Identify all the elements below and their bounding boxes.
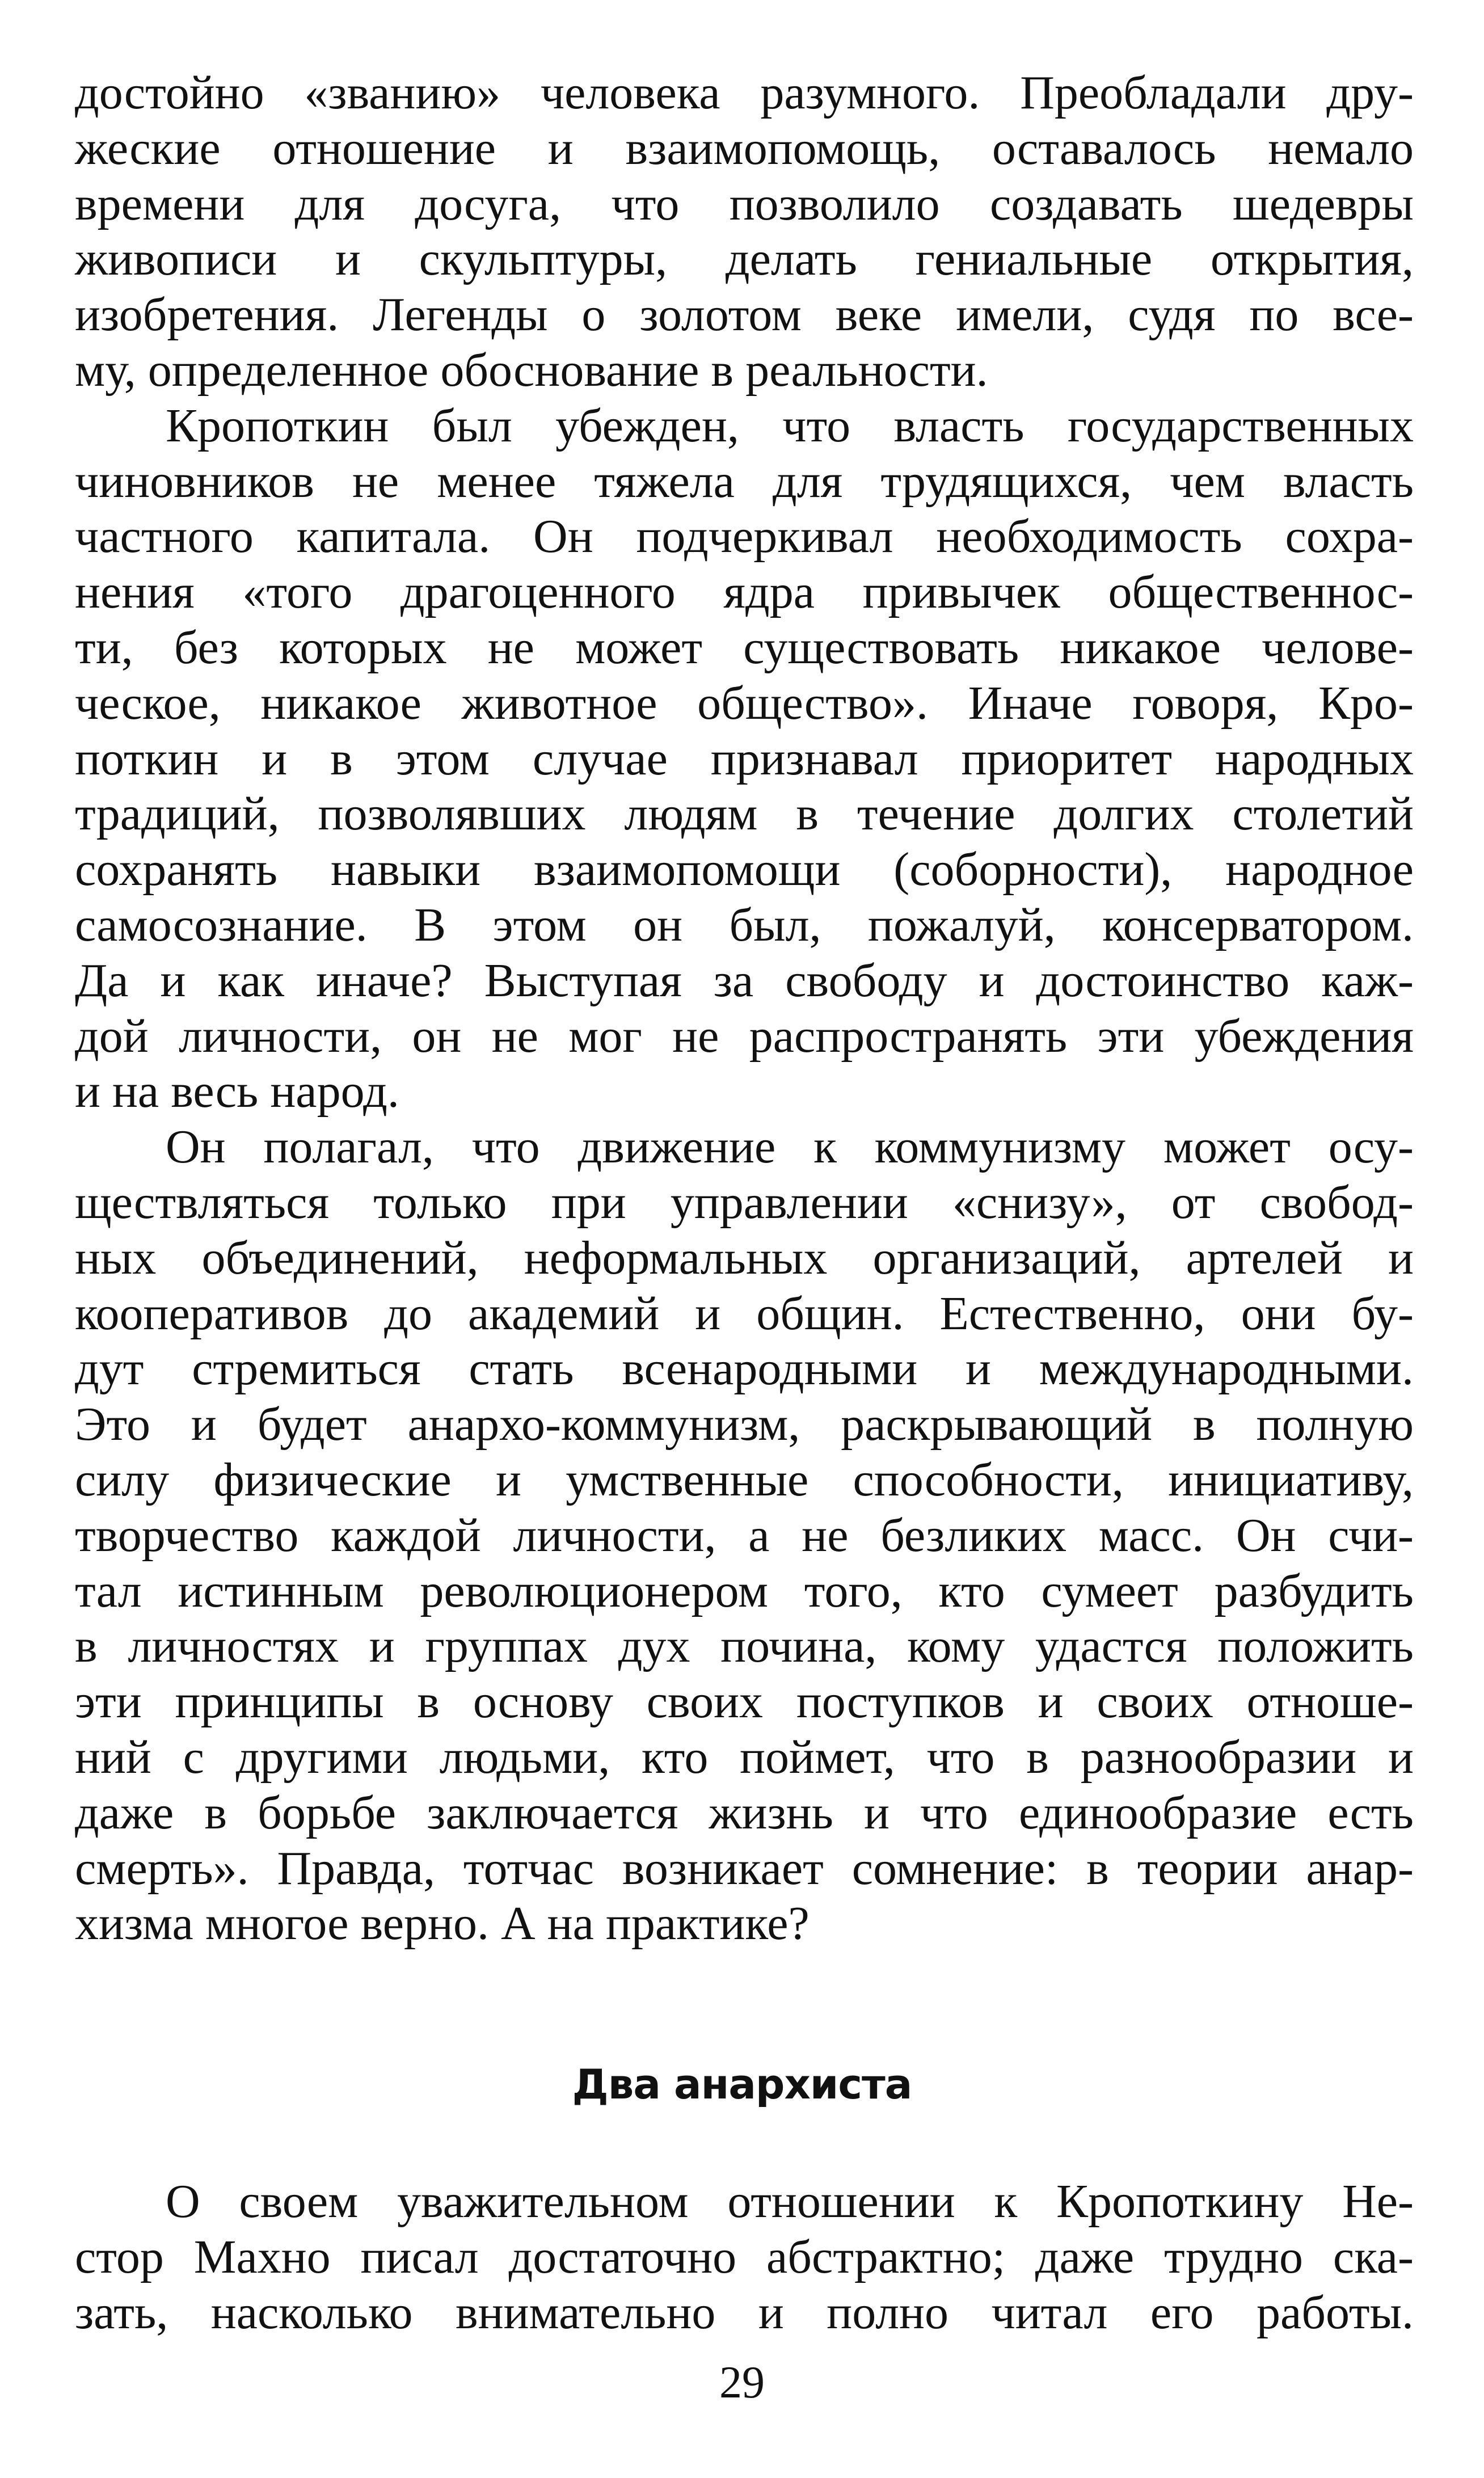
text-line: творчество каждой личности, а не безликих масс. Он счи-: [75, 1508, 1414, 1562]
text-line: нения «того драгоценного ядра привычек общественнос-: [75, 566, 1414, 619]
text-line: частного капитала. Он подчеркивал необходимость сохра-: [75, 510, 1414, 563]
section-heading: Два анархиста: [572, 2060, 912, 2108]
text-line: чиновников не менее тяжела для трудящихся, чем власть: [75, 454, 1414, 508]
text-line: даже в борьбе заключается жизнь и что единообразие есть: [75, 1786, 1414, 1839]
text-line: времени для досуга, что позволило создавать шедевры: [75, 177, 1414, 230]
text-line: Это и будет анархо-коммунизм, раскрывающий в полную: [75, 1398, 1414, 1451]
page-number: 29: [719, 2358, 765, 2408]
text-line: традиций, позволявших людям в течение долгих столетий: [75, 787, 1414, 841]
text-line: хизма многое верно. А на практике?: [75, 1897, 810, 1950]
text-line: тал истинным революционером того, кто сумеет разбудить: [75, 1564, 1414, 1617]
text-line: ти, без которых не может существовать никакое челове-: [75, 621, 1414, 674]
text-line: дой личности, он не мог не распространять эти убеждения: [75, 1009, 1414, 1063]
text-line: ческое, никакое животное общество». Иначе говоря, Кро-: [75, 676, 1414, 730]
text-line: жеские отношение и взаимопомощь, оставалось немало: [75, 121, 1414, 175]
text-line: в личностях и группах дух почина, кому удастся положить: [75, 1620, 1414, 1673]
text-line: смерть». Правда, тотчас возникает сомнение: в теории анар-: [75, 1841, 1414, 1895]
text-line: стор Махно писал достаточно абстрактно; даже трудно ска-: [75, 2230, 1414, 2283]
text-line: самосознание. В этом он был, пожалуй, консерватором.: [75, 898, 1414, 951]
text-line: живописи и скульптуры, делать гениальные открытия,: [75, 233, 1414, 286]
text-line: Да и как иначе? Выступая за свободу и достоинство каж-: [75, 954, 1414, 1007]
text-line: ний с другими людьми, кто поймет, что в разнообразии и: [75, 1730, 1414, 1784]
text-line: Кропоткин был убежден, что власть государственных: [166, 399, 1414, 452]
text-line: сохранять навыки взаимопомощи (соборности), народное: [75, 843, 1414, 896]
text-line: поткин и в этом случае признавал приоритет народных: [75, 732, 1414, 785]
text-line: ных объединений, неформальных организаций, артелей и: [75, 1231, 1414, 1284]
text-line: изобретения. Легенды о золотом веке имели, судя по все-: [75, 288, 1414, 342]
text-line: му, определенное обоснование в реальности.: [75, 343, 988, 397]
text-line: ществляться только при управлении «снизу», от свобод-: [75, 1175, 1414, 1229]
text-line: О своем уважительном отношении к Кропоткину Не-: [166, 2175, 1414, 2228]
text-line: кооперативов до академий и общин. Естественно, они бу-: [75, 1287, 1414, 1340]
text-line: силу физические и умственные способности, инициативу,: [75, 1453, 1414, 1506]
section-body-text: [75, 2174, 1414, 2340]
text-line: Он полагал, что движение к коммунизму может осу-: [166, 1120, 1414, 1174]
text-line: зать, насколько внимательно и полно читал его работы.: [75, 2286, 1414, 2339]
text-line: дут стремиться стать всенародными и международными.: [75, 1342, 1414, 1396]
text-line: и на весь народ.: [75, 1065, 399, 1118]
body-text: [75, 65, 1414, 1952]
text-line: эти принципы в основу своих поступков и своих отноше-: [75, 1675, 1414, 1729]
text-line: достойно «званию» человека разумного. Преобладали дру-: [75, 66, 1414, 119]
